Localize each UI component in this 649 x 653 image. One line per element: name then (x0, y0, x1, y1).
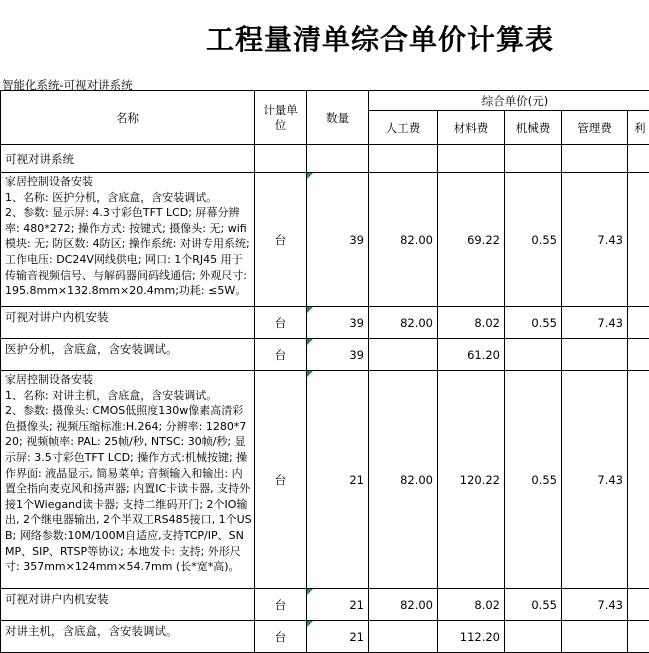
table-row (1, 339, 649, 371)
header-unit: 计量单位 (255, 91, 307, 145)
row-management: 7.43 (562, 307, 628, 339)
row-profit (628, 339, 649, 371)
row-qty: 39 (307, 307, 369, 339)
row-material: 8.02 (438, 589, 505, 621)
row-profit (628, 307, 649, 339)
table-row (1, 621, 649, 653)
row-unit (255, 145, 307, 173)
row-name: 医护分机，含底盒，含安装调试。 (1, 339, 255, 371)
row-machine: 0.55 (505, 173, 562, 307)
row-unit: 台 (255, 339, 307, 371)
row-labor (369, 339, 438, 371)
row-machine: 0.55 (505, 307, 562, 339)
row-machine (505, 145, 562, 173)
row-profit (628, 173, 649, 307)
row-profit (628, 589, 649, 621)
table-row (1, 173, 649, 307)
row-management (562, 339, 628, 371)
page-title: 工程量清单综合单价计算表 (0, 18, 649, 58)
header-management: 管理费 (562, 111, 628, 145)
header-qty: 数量 (307, 91, 369, 145)
header-labor: 人工费 (369, 111, 438, 145)
row-management (562, 621, 628, 653)
row-name: 对讲主机，含底盒，含安装调试。 (1, 621, 255, 653)
row-labor: 82.00 (369, 589, 438, 621)
row-machine (505, 621, 562, 653)
row-qty: 21 (307, 371, 369, 589)
row-unit: 台 (255, 307, 307, 339)
row-labor (369, 145, 438, 173)
price-table (0, 90, 649, 653)
row-name: 家居控制设备安装 1、名称: 对讲主机，含底盒，含安装调试。 2、参数: 摄像头: CMOS低照度130w像素高清彩色摄像头; 视频压缩标准:H.264; 分辨率: 1280*720; 视频帧率: PAL: 25帧/秒, NTSC: 30帧/秒; 显示屏: 3.5寸彩色TFT LCD; 操作方式:机械按键; 操作界面: 液晶显示, 简易菜单; 音频输入和输出: 内置全指向麦克风和扬声器; 内置IC卡读卡器, 支持外接1个Wiegand读卡器; 支持二维码开门; 2个IO输出, 2个继电器输出, 2个半双工RS485接口, 1个USB; 网络参数:10M/100M自适应,支持TCP/IP、SNMP、SIP、RTSP等协议; 本地发卡: 支持; 外形尺寸: 357mm×124mm×54.7mm (长*宽*高)。 (1, 371, 255, 589)
row-material: 112.20 (438, 621, 505, 653)
table-row (1, 307, 649, 339)
row-labor: 82.00 (369, 307, 438, 339)
row-profit (628, 621, 649, 653)
header-profit: 利 (628, 111, 649, 145)
row-material: 69.22 (438, 173, 505, 307)
header-unit-price-group: 综合单价(元) (369, 91, 649, 111)
row-material: 8.02 (438, 307, 505, 339)
row-management: 7.43 (562, 589, 628, 621)
header-row-1 (1, 91, 649, 111)
row-management: 7.43 (562, 371, 628, 589)
row-unit: 台 (255, 621, 307, 653)
row-labor: 82.00 (369, 173, 438, 307)
row-machine: 0.55 (505, 589, 562, 621)
section-label: 智能化系统-可视对讲系统 (2, 77, 133, 93)
row-unit: 台 (255, 371, 307, 589)
row-qty: 39 (307, 173, 369, 307)
row-profit (628, 371, 649, 589)
row-unit: 台 (255, 589, 307, 621)
row-material: 120.22 (438, 371, 505, 589)
row-qty: 21 (307, 589, 369, 621)
row-management (562, 145, 628, 173)
table-row (1, 589, 649, 621)
row-name: 可视对讲系统 (1, 145, 255, 173)
row-management: 7.43 (562, 173, 628, 307)
row-machine: 0.55 (505, 371, 562, 589)
row-profit (628, 145, 649, 173)
table-row (1, 145, 649, 173)
row-machine (505, 339, 562, 371)
row-qty: 21 (307, 621, 369, 653)
row-name: 可视对讲户内机安装 (1, 307, 255, 339)
header-name: 名称 (1, 91, 255, 145)
row-material: 61.20 (438, 339, 505, 371)
row-material (438, 145, 505, 173)
table-row (1, 371, 649, 589)
row-qty: 39 (307, 339, 369, 371)
header-machine: 机械费 (505, 111, 562, 145)
row-labor (369, 621, 438, 653)
row-labor: 82.00 (369, 371, 438, 589)
row-qty (307, 145, 369, 173)
row-name: 可视对讲户内机安装 (1, 589, 255, 621)
row-unit: 台 (255, 173, 307, 307)
header-material: 材料费 (438, 111, 505, 145)
row-name: 家居控制设备安装 1、名称: 医护分机，含底盒，含安装调试。 2、参数: 显示屏: 4.3寸彩色TFT LCD; 屏幕分辨率: 480*272; 操作方式: 按键式; 摄像头: 无; wifi模块: 无; 防区数: 4防区; 操作系统: 对讲专用系统; 工作电压: DC24V网线供电; 网口: 1个RJ45 用于传输音视频信号、与解码器间码线通信; 外观尺寸: 195.8mm×132.8mm×20.4mm;功耗: ≤5W。 (1, 173, 255, 307)
